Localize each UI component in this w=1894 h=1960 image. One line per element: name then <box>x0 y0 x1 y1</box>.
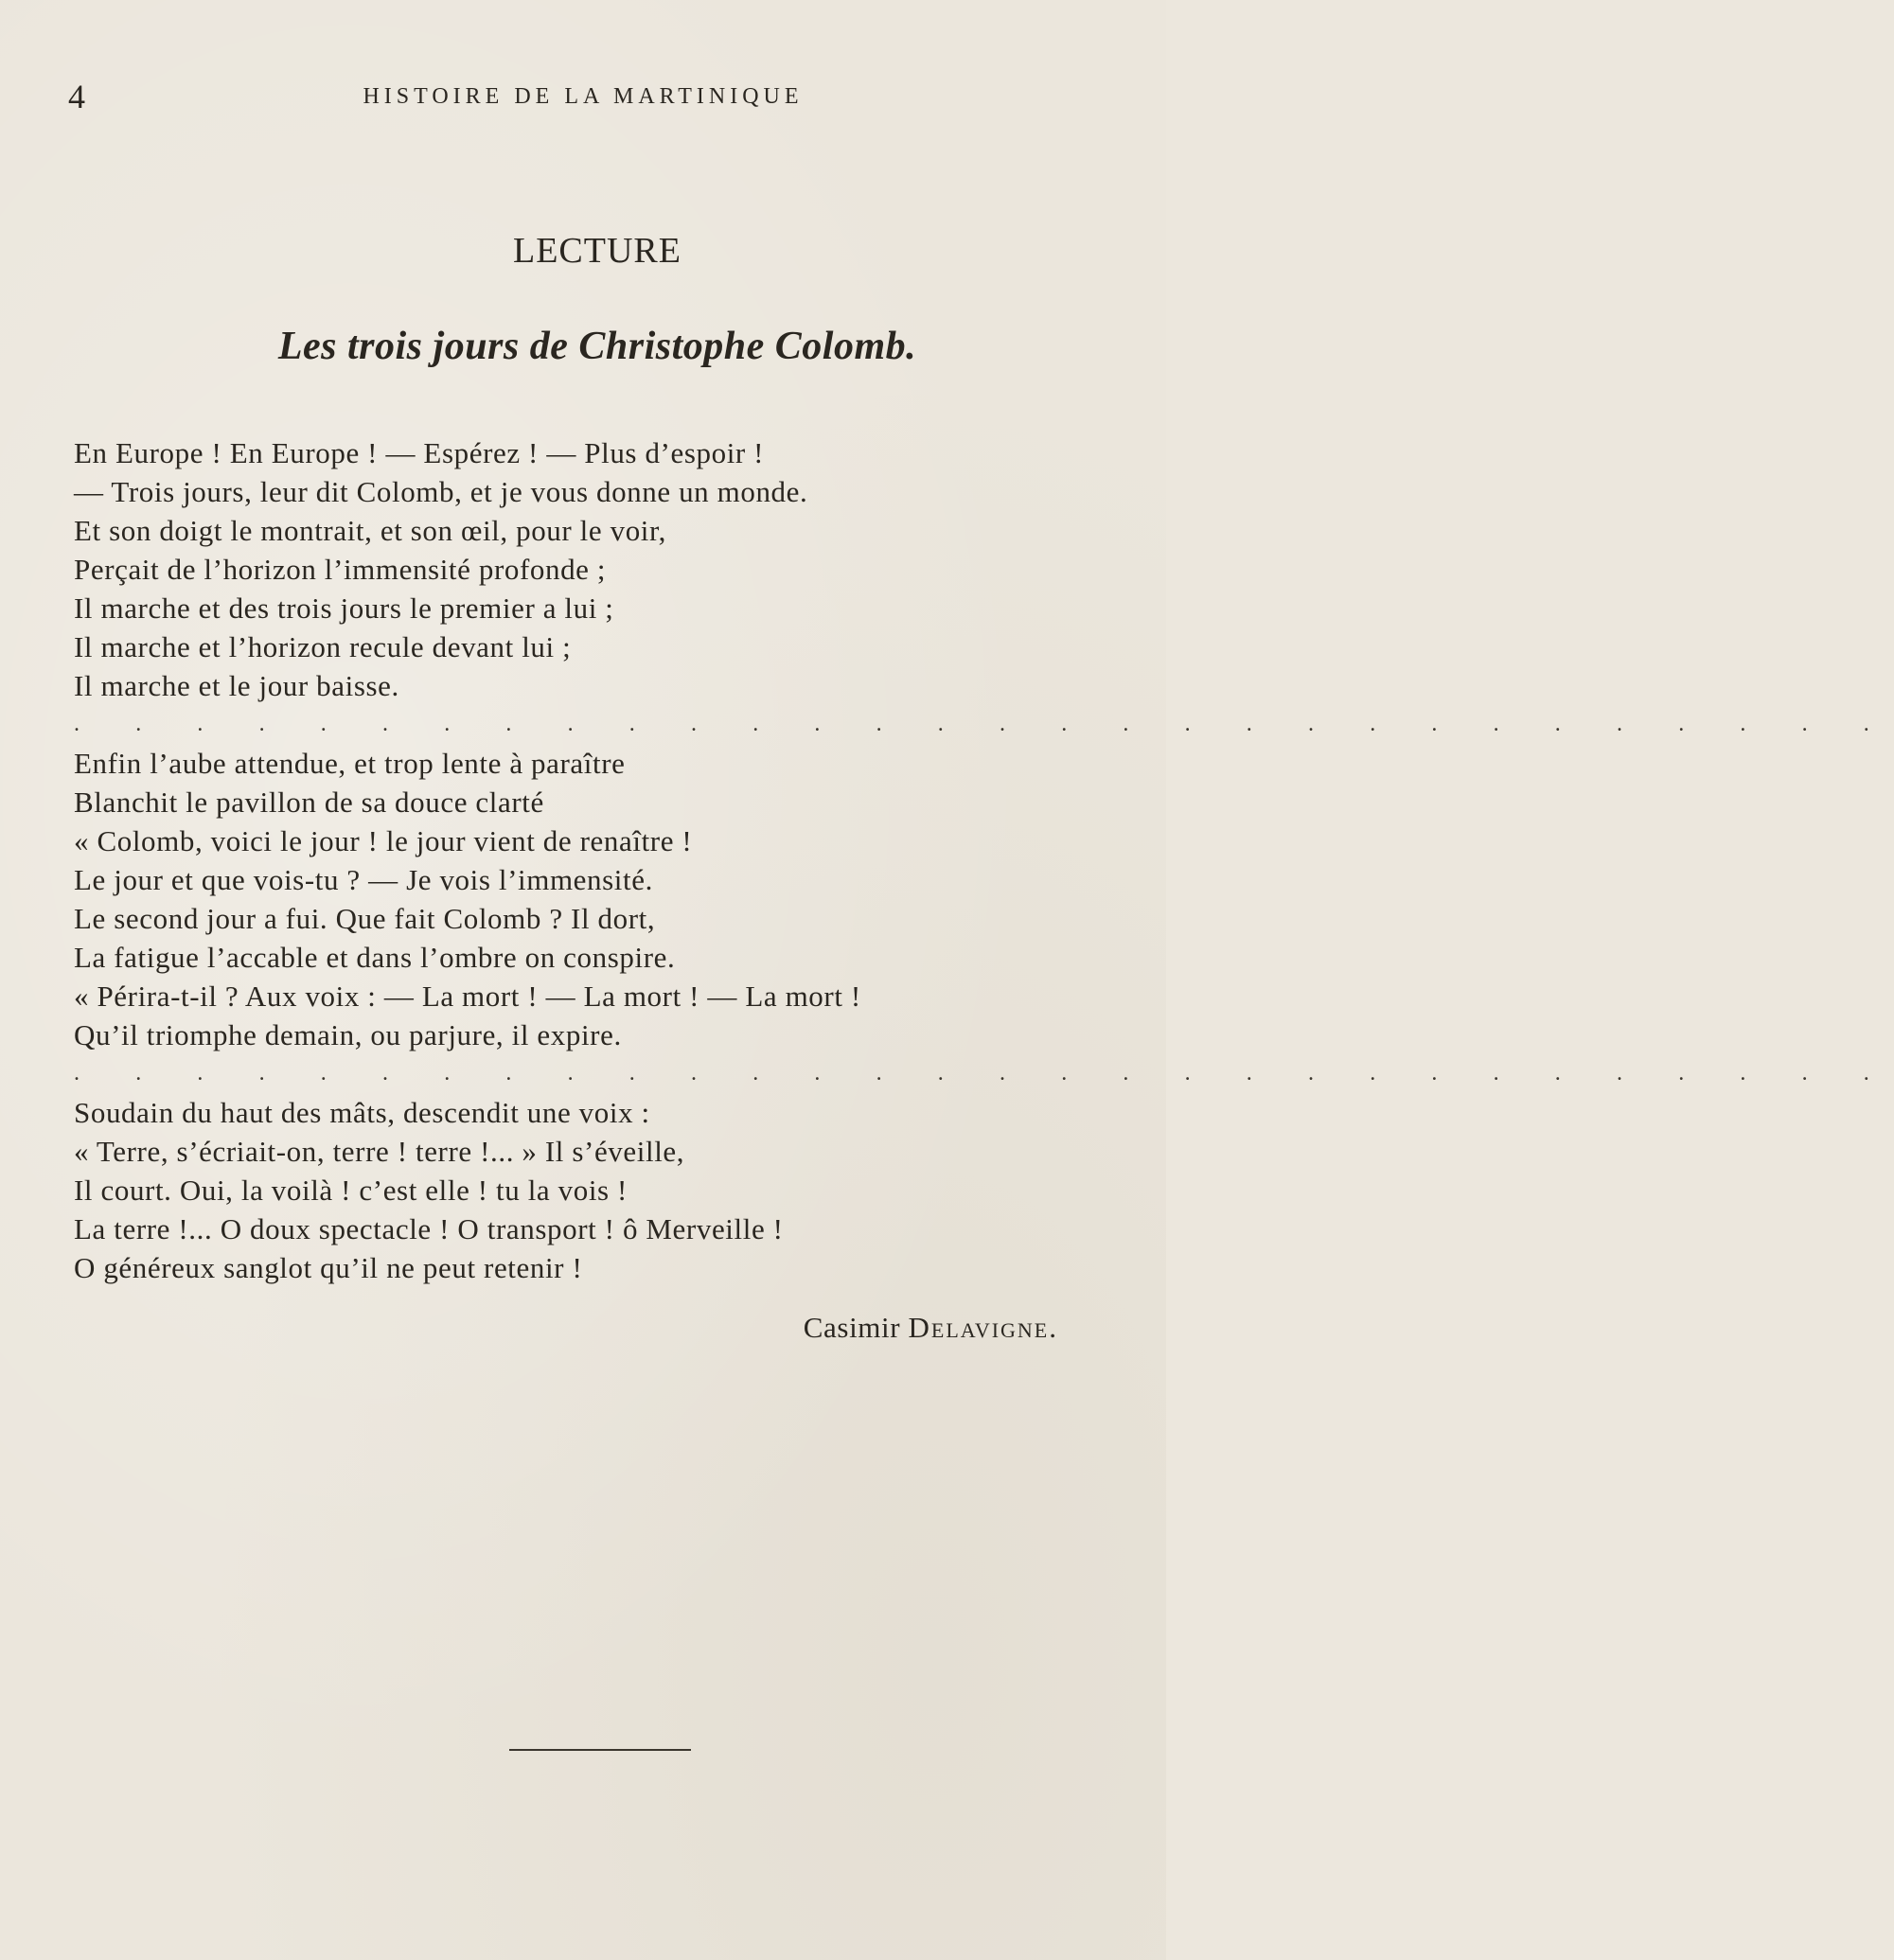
page-header <box>0 78 1166 115</box>
poem-author <box>804 1308 1058 1347</box>
author-last-name: Delavigne. <box>908 1311 1058 1344</box>
poem-line: Il marche et des trois jours le premier a lui ; <box>74 592 614 625</box>
end-rule <box>509 1749 691 1751</box>
poem-line: « Colomb, voici le jour ! le jour vient de renaître ! <box>74 824 693 857</box>
poem-line: O généreux sanglot qu’il ne peut retenir ! <box>74 1251 583 1284</box>
poem-line: Le jour et que vois-tu ? — Je vois l’immensité. <box>74 863 653 896</box>
stanza-2 <box>74 744 1134 1054</box>
stanza-1 <box>74 433 1134 705</box>
poem-line: Soudain du haut des mâts, descendit une voix : <box>74 1096 650 1129</box>
running-head: HISTOIRE DE LA MARTINIQUE <box>363 84 804 109</box>
poem-line: Perçait de l’horizon l’immensité profonde ; <box>74 553 607 586</box>
poem-line: Enfin l’aube attendue, et trop lente à paraître <box>74 747 626 780</box>
poem-line: « Terre, s’écriait-on, terre ! terre !... » Il s’éveille, <box>74 1135 685 1168</box>
poem-body <box>74 433 1894 1287</box>
poem-line: « Périra-t-il ? Aux voix : — La mort ! — La mort ! — La mort ! <box>74 980 861 1013</box>
poem-line: La terre !... O doux spectacle ! O transport ! ô Merveille ! <box>74 1212 784 1245</box>
section-label: LECTURE <box>513 231 681 271</box>
poem-line: Il marche et l’horizon recule devant lui ; <box>74 630 572 663</box>
author-first-name: Casimir <box>803 1311 901 1344</box>
poem-line: Il marche et le jour baisse. <box>74 669 399 702</box>
stanza-separator: . . . . . . . . . . . . . . . . . . . . . . . . . . . . . . <box>74 712 1894 736</box>
poem-line: Il court. Oui, la voilà ! c’est elle ! tu la vois ! <box>74 1174 628 1207</box>
poem-title: Les trois jours de Christophe Colomb. <box>277 325 917 368</box>
poem-line: En Europe ! En Europe ! — Espérez ! — Plus d’espoir ! <box>74 436 765 469</box>
stanza-separator: . . . . . . . . . . . . . . . . . . . . . . . . . . . . . . <box>74 1061 1894 1086</box>
poem-line: — Trois jours, leur dit Colomb, et je vous donne un monde. <box>74 475 808 508</box>
poem-line: Le second jour a fui. Que fait Colomb ? Il dort, <box>74 902 656 935</box>
poem-line: Qu’il triomphe demain, ou parjure, il expire. <box>74 1018 622 1051</box>
page-number: 4 <box>68 78 85 115</box>
poem-line: La fatigue l’accable et dans l’ombre on conspire. <box>74 941 676 974</box>
poem-line: Et son doigt le montrait, et son œil, pour le voir, <box>74 514 667 547</box>
poem-line: Blanchit le pavillon de sa douce clarté <box>74 786 544 819</box>
stanza-3 <box>74 1093 1134 1287</box>
